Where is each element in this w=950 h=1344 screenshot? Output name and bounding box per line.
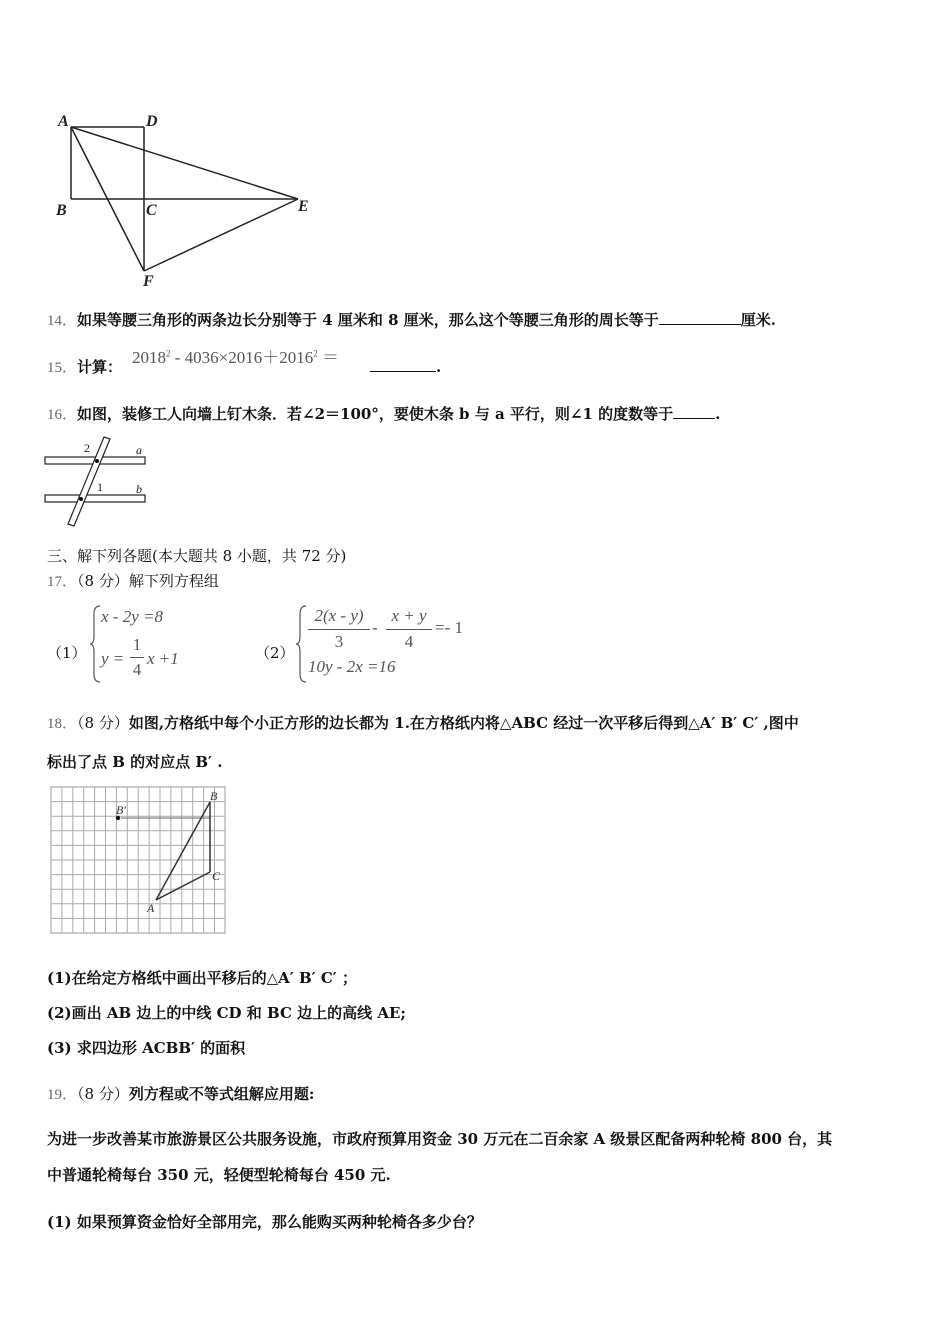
section-heading: 三、解下列各题(本大题共 8 小题，共 72 分) [47, 547, 347, 565]
segment-fe [144, 199, 298, 271]
question-18 [47, 712, 799, 735]
question-number: 15． [47, 360, 78, 376]
label-b: B [56, 202, 67, 219]
label-a: A [58, 113, 69, 130]
fraction-1-num: 2(x - y) [314, 606, 364, 625]
label-c: C [212, 869, 221, 883]
q19-sub-1: (1) 如果预算资金恰好全部用完，那么能购买两种轮椅各多少台？ [47, 1213, 482, 1231]
equation-2b: 10y - 2x =16 [308, 657, 396, 676]
question-19 [47, 1083, 314, 1106]
fraction-num: 1 [132, 635, 142, 654]
angle-1-label: 1 [97, 480, 103, 494]
question-number: 14． [47, 313, 78, 329]
q19-paragraph-line1: 为进一步改善某市旅游景区公共服务设施，市政府预算用资金 30 万元在二百余家 A 级景区配备两种轮椅 800 台，其 [47, 1130, 833, 1148]
expr-part: 2018 [132, 348, 166, 367]
question-number: 19． [47, 1087, 78, 1103]
answer-blank [370, 357, 436, 372]
part-2-label: （2） [255, 644, 295, 662]
label-b-prime: B′ [116, 803, 126, 817]
question-score: （8 分） [77, 714, 129, 732]
unit-text: 厘米. [740, 311, 777, 329]
line-a-label: a [136, 443, 142, 457]
question-14 [47, 309, 776, 332]
question-text: 如果等腰三角形的两条边长分别等于 4 厘米和 8 厘米，那么这个等腰三角形的周长等于 [77, 311, 659, 329]
question-score: （8 分） [77, 1085, 129, 1103]
label-c: C [146, 202, 157, 219]
question-18-line2: 标出了点 B 的对应点 B′ . [47, 753, 223, 771]
end-mark: . [436, 358, 442, 376]
equation-1a: x - 2y =8 [101, 607, 163, 626]
grid-figure [50, 786, 228, 936]
label-d: D [146, 113, 158, 130]
label-f: F [143, 273, 154, 290]
question-text: 列方程或不等式组解应用题: [128, 1085, 315, 1103]
question-number: 16． [47, 407, 78, 423]
question-15 [47, 356, 122, 379]
brace-1 [88, 604, 102, 684]
equation-1b-lhs: y = [101, 649, 125, 668]
expr-sup: 2 [313, 348, 318, 359]
label-b: B [210, 789, 218, 803]
question-text: 解下列方程组 [128, 572, 219, 590]
question-label: 计算： [77, 358, 123, 376]
equation-2a-rhs: =- 1 [435, 618, 463, 637]
label-a: A [147, 901, 155, 915]
answer-blank [659, 310, 741, 325]
label-e: E [298, 198, 309, 215]
question-number: 18． [47, 716, 78, 732]
minus-sign: - [372, 618, 378, 637]
expr-part: - 4036×2016＋2016 [170, 348, 314, 367]
end-mark: . [715, 405, 721, 423]
equation-1b-rhs: x +1 [147, 649, 179, 668]
question-text: 如图，装修工人向墙上钉木条．若∠2＝100°，要使木条 b 与 a 平行，则∠1 的度数等于 [77, 405, 674, 423]
expression-15 [132, 343, 339, 368]
q18-sub-1: (1)在给定方格纸中画出平移后的△A′ B′ C′ ； [47, 969, 357, 987]
answer-15 [370, 356, 441, 378]
fraction-1-den: 3 [334, 632, 344, 651]
nail-bottom [79, 497, 83, 501]
fraction-2-num: x + y [391, 606, 427, 625]
wood-strips-figure [44, 434, 154, 528]
angle-2-label: 2 [84, 441, 90, 455]
fraction-2-den: 4 [404, 632, 414, 651]
triangle-figure [50, 108, 330, 293]
question-16 [47, 403, 720, 426]
segment-ae [71, 127, 298, 199]
question-17 [47, 570, 219, 593]
q19-paragraph-line2: 中普通轮椅每台 350 元，轻便型轮椅每台 450 元. [47, 1166, 391, 1184]
brace-2 [294, 604, 308, 684]
question-number: 17． [47, 574, 78, 590]
q18-sub-2: (2)画出 AB 边上的中线 CD 和 BC 边上的高线 AE; [47, 1004, 406, 1022]
expr-part: ＝ [317, 348, 339, 367]
question-text: 如图,方格纸中每个小正方形的边长都为 1.在方格纸内将△ABC 经过一次平移后得到△A′ B′ C′ ,图中 [128, 714, 799, 732]
answer-blank [673, 404, 715, 419]
strip-b [45, 495, 145, 502]
line-b-label: b [136, 482, 142, 496]
expr-sup: 2 [166, 348, 171, 359]
fraction-1-bar [308, 629, 370, 630]
fraction-den: 4 [132, 660, 142, 679]
q18-sub-3: (3) 求四边形 ACBB′ 的面积 [47, 1039, 246, 1057]
fraction-2-bar [386, 629, 432, 630]
part-1-label: （1） [47, 644, 87, 662]
question-score: （8 分） [77, 572, 129, 590]
nail-top [95, 459, 99, 463]
fraction-bar [130, 657, 144, 658]
